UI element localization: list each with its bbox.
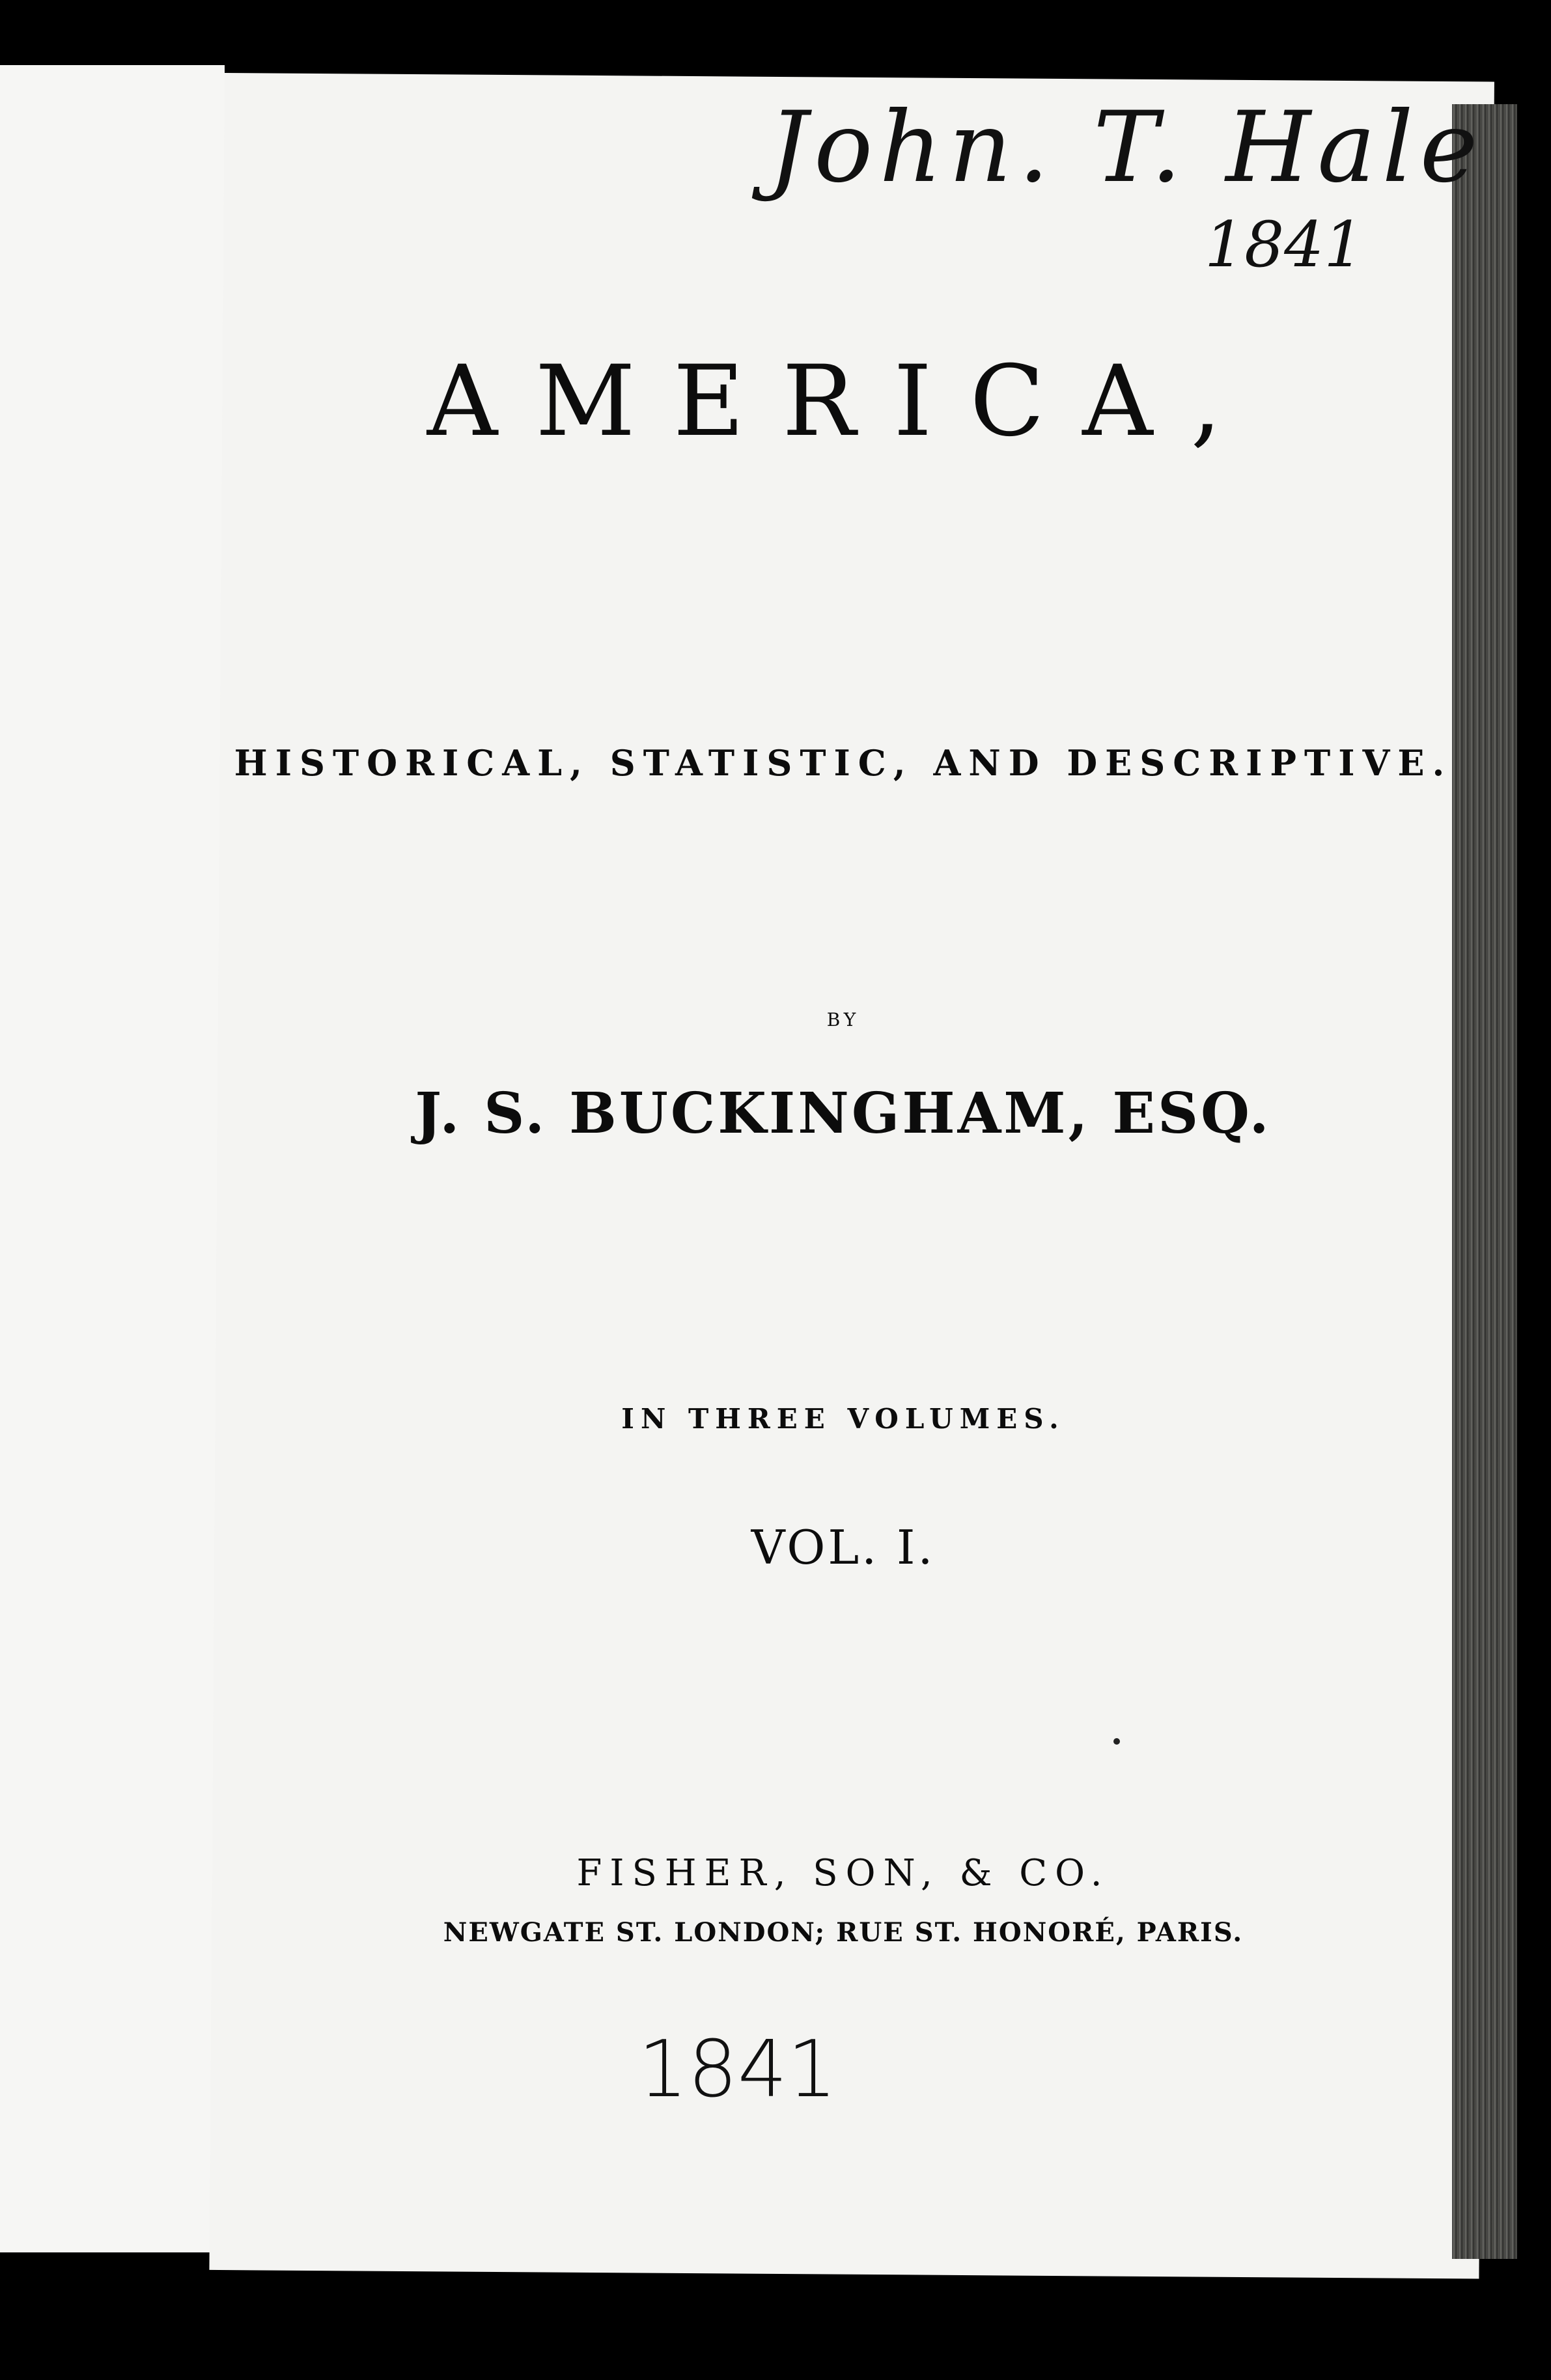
publisher-name: FISHER, SON, & CO. — [576, 1852, 1110, 1894]
book-subtitle: HISTORICAL, STATISTIC, AND DESCRIPTIVE. — [234, 742, 1453, 784]
volume-count: IN THREE VOLUMES. — [621, 1403, 1065, 1435]
author-name: J. S. BUCKINGHAM, ESQ. — [415, 1081, 1272, 1146]
volume-number: VOL. I. — [751, 1520, 936, 1575]
ink-speck — [1113, 1738, 1120, 1745]
handwritten-year-top: 1841 — [1205, 208, 1364, 281]
facing-blank-page — [0, 65, 225, 2252]
publisher-address: NEWGATE ST. LONDON; RUE ST. HONORÉ, PARIS. — [443, 1917, 1244, 1948]
by-line: BY — [826, 1009, 860, 1031]
page-fore-edge — [1452, 104, 1517, 2259]
handwritten-owner-signature: John. T. Hale — [768, 91, 1485, 204]
handwritten-year-bottom: 1841 — [638, 2025, 837, 2115]
book-title: AMERICA, — [426, 345, 1260, 458]
